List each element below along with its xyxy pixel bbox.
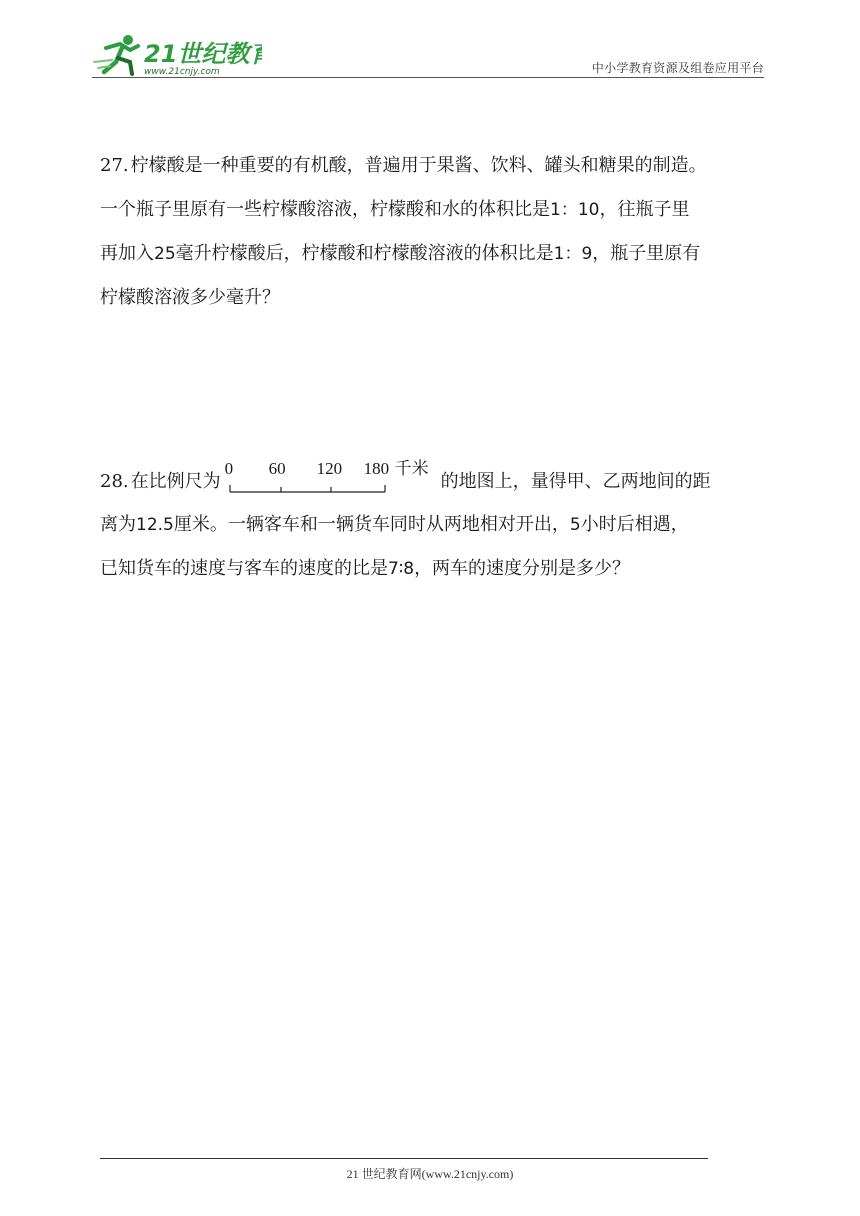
question-text: 柠檬酸是一种重要的有机酸，普遍用于果酱、饮料、罐头和糖果的制造。: [130, 155, 707, 176]
scale-unit: 千米: [394, 459, 429, 478]
header-divider: [92, 77, 764, 78]
ratio-value: 1：10: [550, 200, 600, 220]
ratio-value: 1：9: [553, 244, 593, 264]
site-logo: [92, 32, 262, 76]
ratio-value: 7∶8: [388, 559, 415, 579]
scale-label-60: 60: [268, 459, 286, 478]
amount-value: 25: [154, 244, 176, 264]
question-text: 离为: [100, 514, 136, 535]
map-scale-bar: [224, 459, 437, 497]
platform-name: 中小学教育资源及组卷应用平台: [591, 61, 764, 75]
question-text: ，两车的速度分别是多少？: [414, 558, 631, 579]
hours-value: 5: [569, 515, 581, 535]
question-text: 厘米。一辆客车和一辆货车同时从两地相对开出，: [173, 514, 570, 535]
question-number: 28.: [100, 471, 129, 492]
question-27: [100, 144, 768, 320]
scale-label-0: 0: [224, 459, 234, 478]
question-text: 柠檬酸溶液多少毫升？: [100, 287, 280, 308]
question-text: 再加入: [100, 243, 154, 264]
runner-logo-icon: [92, 32, 262, 76]
question-text: 小时后相遇，: [580, 514, 689, 535]
scale-ruler-icon: [224, 459, 437, 497]
question-text: 的地图上，量得甲、乙两地间的距: [440, 471, 711, 492]
question-text: ，往瓶子里: [599, 199, 690, 220]
question-28: [100, 459, 768, 591]
question-text: ，瓶子里原有: [592, 243, 701, 264]
question-text: 一个瓶子里原有一些柠檬酸溶液，柠檬酸和水的体积比是: [100, 199, 550, 220]
question-text: 已知货车的速度与客车的速度的比是: [100, 558, 388, 579]
question-number: 27.: [100, 155, 129, 176]
footer-divider: [100, 1158, 708, 1159]
scale-label-180: 180: [363, 459, 390, 478]
logo-url-text: www.21cnjy.com: [144, 67, 220, 76]
question-text: 在比例尺为: [130, 471, 221, 492]
logo-text: 21世纪教育: [144, 40, 262, 68]
distance-value: 12.5: [136, 515, 174, 535]
footer-text: 21 世纪教育网(www.21cnjy.com): [346, 1167, 514, 1181]
question-text: 毫升柠檬酸后，柠檬酸和柠檬酸溶液的体积比是: [175, 243, 554, 264]
scale-label-120: 120: [316, 459, 343, 478]
page-header: [92, 30, 764, 80]
